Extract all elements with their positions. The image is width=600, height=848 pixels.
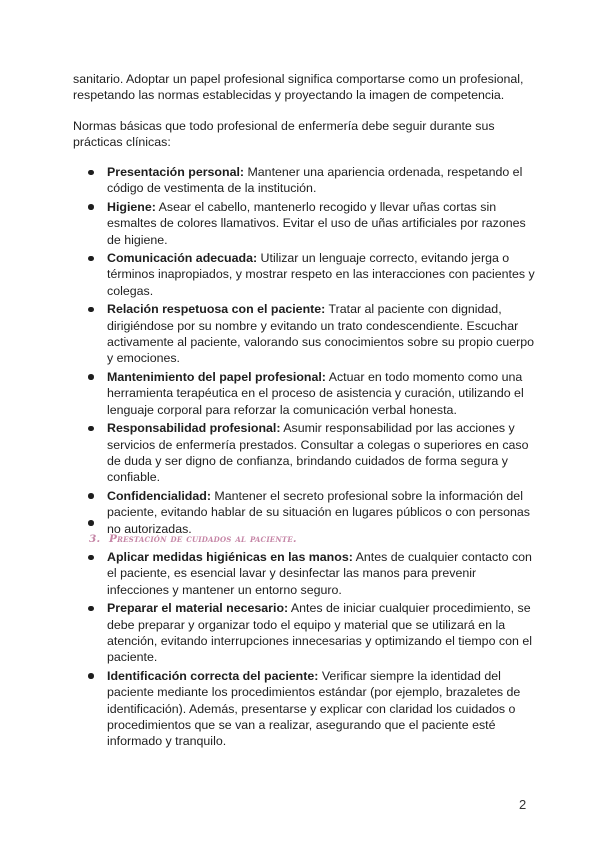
text-line: paciente. — [107, 650, 158, 665]
bullet-icon — [88, 307, 94, 313]
text-line: atención, evitando interrupciones innecesarias y optimizando el tiempo con el — [107, 634, 532, 649]
item-term: Comunicación adecuada: — [107, 251, 258, 266]
page-number: 2 — [519, 797, 527, 812]
text-line: Normas básicas que todo profesional de enfermería debe seguir durante sus — [73, 119, 495, 133]
item-term: Relación respetuosa con el paciente: — [107, 302, 326, 317]
text-line: Verificar siempre la identidad del — [318, 668, 501, 683]
bullet-icon — [88, 256, 94, 262]
bullet-icon — [88, 493, 94, 499]
text-line: dirigiéndose por su nombre y evitando un trato condescendiente. Escuchar — [107, 318, 519, 333]
text-line: y emociones. — [107, 351, 181, 366]
text-line: activamente al paciente, valorando sus conocimientos sobre su propio cuerpo — [107, 335, 535, 350]
text-line: Utilizar un lenguaje correcto, evitando jerga o — [257, 251, 510, 266]
section-heading — [89, 531, 297, 547]
text-line: informado y tranquilo. — [107, 734, 227, 749]
bullet-icon — [88, 170, 94, 176]
text-line: términos inapropiados, y mostrar respeto en las interacciones con pacientes y — [107, 267, 535, 282]
list-item — [73, 199, 543, 248]
list-item — [73, 600, 543, 666]
item-term: Preparar el material necesario: — [107, 601, 289, 616]
text-line: esmaltes de colores llamativos. Evitar el uso de uñas artificiales por razones — [107, 216, 526, 231]
norms-list — [73, 164, 543, 539]
bullet-icon — [88, 606, 94, 612]
text-line: Antes de cualquier contacto con — [352, 550, 532, 564]
list-item — [73, 164, 543, 197]
list-item — [73, 369, 543, 418]
text-line: lenguaje corporal para reforzar la comunicación verbal honesta. — [107, 402, 457, 417]
item-term: Higiene: — [107, 199, 156, 214]
text-line: colegas. — [107, 283, 154, 298]
text-line: código de vestimenta de la institución. — [107, 181, 317, 196]
list-item — [73, 250, 543, 299]
list-item — [73, 301, 543, 367]
list-item — [73, 549, 543, 598]
bullet-icon — [88, 426, 94, 432]
bullet-icon — [88, 374, 94, 380]
text-line: identificación). Además, presentarse y explicar con claridad los cuidados o — [107, 701, 516, 716]
text-line: Tratar al paciente con dignidad, — [325, 302, 502, 317]
text-line: paciente mediante los procedimientos estándar (por ejemplo, brazaletes de — [107, 685, 521, 700]
text-line: herramienta terapéutica en el proceso de asistencia y curación, utilizando el — [107, 386, 524, 401]
text-line: infecciones y mantener un entorno seguro. — [107, 582, 342, 597]
text-line: Actuar en todo momento como una — [325, 369, 523, 384]
care-list — [73, 549, 543, 752]
text-line: procedimientos que se van a realizar, asegurando que el paciente esté — [107, 718, 496, 733]
text-line: debe preparar y organizar todo el equipo y material que se utilizará en la — [107, 617, 506, 632]
list-item — [73, 668, 543, 750]
text-line: Mantener el secreto profesional sobre la información del — [210, 488, 523, 503]
item-term: Confidencialidad: — [107, 488, 211, 503]
text-line: prácticas clínicas: — [73, 135, 171, 150]
section-number: 3. — [89, 533, 101, 545]
norms-intro-paragraph — [73, 118, 533, 151]
text-line: paciente, evitando hablar de su situación en lugares públicos o con personas — [107, 505, 530, 520]
text-line: no autorizadas. — [107, 521, 192, 536]
item-term: Aplicar medidas higiénicas en las manos: — [107, 550, 353, 564]
bullet-icon — [88, 204, 94, 210]
text-line: Asumir responsabilidad por las acciones y — [280, 421, 515, 436]
text-line: respetando las normas establecidas y proyectando la imagen de competencia. — [73, 88, 505, 103]
item-term: Mantenimiento del papel profesional: — [107, 369, 326, 384]
text-line: servicios de enfermería prestados. Consultar a colegas o superiores en caso — [107, 437, 529, 452]
empty-bullet-icon — [88, 520, 94, 526]
text-line: de duda y ser digno de confianza, brindando cuidados de forma segura y — [107, 453, 508, 468]
item-term: Presentación personal: — [107, 165, 245, 179]
list-item — [73, 488, 543, 537]
bullet-icon — [88, 555, 94, 561]
text-line: confiable. — [107, 470, 161, 485]
text-line: Asear el cabello, mantenerlo recogido y llevar uñas cortas sin — [155, 199, 497, 214]
text-line: Antes de iniciar cualquier procedimiento, se — [288, 601, 531, 616]
item-term: Identificación correcta del paciente: — [107, 668, 319, 683]
intro-paragraph — [73, 71, 533, 104]
text-line: Mantener una apariencia ordenada, respetando el — [244, 165, 523, 179]
text-line: el paciente, es esencial lavar y desinfectar las manos para prevenir — [107, 566, 477, 581]
list-item — [73, 420, 543, 486]
item-term: Responsabilidad profesional: — [107, 421, 281, 436]
text-line: sanitario. Adoptar un papel profesional significa comportarse como un profesional, — [73, 72, 524, 86]
text-line: de higiene. — [107, 232, 168, 247]
section-title: Prestación de cuidados al paciente. — [109, 533, 297, 545]
bullet-icon — [88, 673, 94, 679]
